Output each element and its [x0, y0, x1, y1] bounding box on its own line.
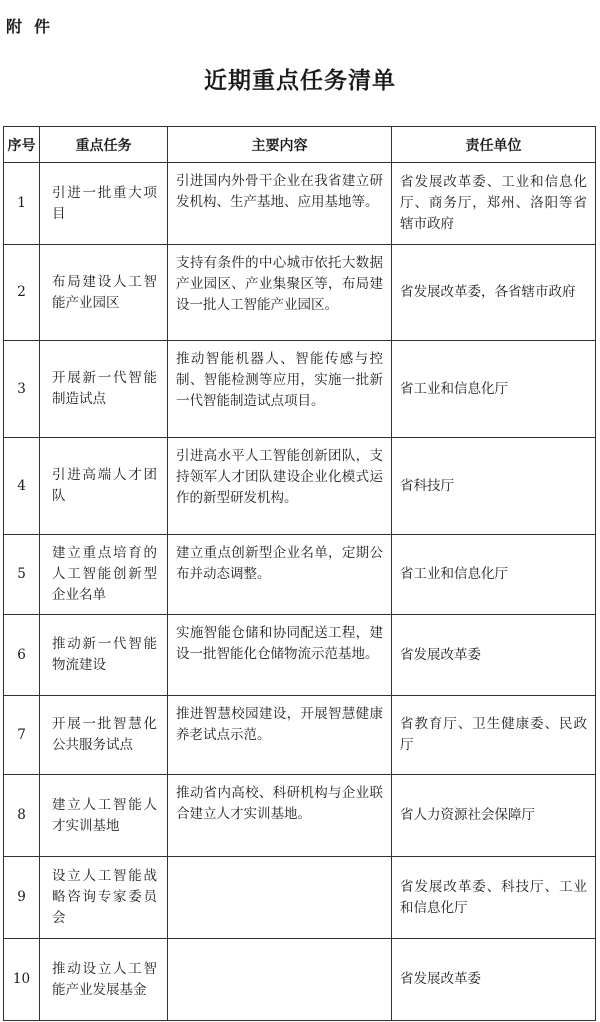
row-unit: 省工业和信息化厅 [392, 341, 596, 438]
header-task: 重点任务 [40, 127, 168, 163]
row-unit: 省发展改革委 [392, 939, 596, 1021]
table-header-row [4, 127, 596, 163]
header-unit: 责任单位 [392, 127, 596, 163]
row-task: 引进一批重大项目 [40, 163, 168, 245]
row-number: 5 [4, 535, 40, 615]
row-content: 建立重点创新型企业名单，定期公布并动态调整。 [168, 535, 392, 615]
row-unit: 省教育厅、卫生健康委、民政厅 [392, 696, 596, 775]
row-unit: 省科技厅 [392, 438, 596, 535]
row-number: 1 [4, 163, 40, 245]
task-table [3, 126, 596, 1021]
row-unit: 省工业和信息化厅 [392, 535, 596, 615]
row-number: 3 [4, 341, 40, 438]
row-content: 推动省内高校、科研机构与企业联合建立人才实训基地。 [168, 775, 392, 857]
table-row [4, 341, 596, 438]
header-number: 序号 [4, 127, 40, 163]
row-content: 支持有条件的中心城市依托大数据产业园区、产业集聚区等，布局建设一批人工智能产业园区。 [168, 245, 392, 341]
table-row [4, 615, 596, 696]
row-unit: 省发展改革委，各省辖市政府 [392, 245, 596, 341]
row-number: 6 [4, 615, 40, 696]
row-content: 引进国内外骨干企业在我省建立研发机构、生产基地、应用基地等。 [168, 163, 392, 245]
row-task: 设立人工智能战略咨询专家委员会 [40, 857, 168, 939]
table-row [4, 163, 596, 245]
row-task: 推动新一代智能物流建设 [40, 615, 168, 696]
row-number: 2 [4, 245, 40, 341]
row-content: 推进智慧校园建设，开展智慧健康养老试点示范。 [168, 696, 392, 775]
table-row [4, 696, 596, 775]
row-unit: 省发展改革委、工业和信息化厅、商务厅，郑州、洛阳等省辖市政府 [392, 163, 596, 245]
row-content: 推动智能机器人、智能传感与控制、智能检测等应用，实施一批新一代智能制造试点项目。 [168, 341, 392, 438]
row-number: 8 [4, 775, 40, 857]
row-content [168, 857, 392, 939]
table-row [4, 438, 596, 535]
row-unit: 省人力资源社会保障厅 [392, 775, 596, 857]
row-number: 10 [4, 939, 40, 1021]
row-task: 开展一批智慧化公共服务试点 [40, 696, 168, 775]
row-task: 建立人工智能人才实训基地 [40, 775, 168, 857]
row-task: 布局建设人工智能产业园区 [40, 245, 168, 341]
header-content: 主要内容 [168, 127, 392, 163]
row-content: 实施智能仓储和协同配送工程，建设一批智能化仓储物流示范基地。 [168, 615, 392, 696]
row-task: 推动设立人工智能产业发展基金 [40, 939, 168, 1021]
attachment-label: 附件 [6, 17, 63, 36]
table-row [4, 857, 596, 939]
row-content [168, 939, 392, 1021]
row-number: 7 [4, 696, 40, 775]
row-number: 4 [4, 438, 40, 535]
table-row [4, 939, 596, 1021]
table-row [4, 245, 596, 341]
row-unit: 省发展改革委、科技厅、工业和信息化厅 [392, 857, 596, 939]
row-number: 9 [4, 857, 40, 939]
row-task: 建立重点培育的人工智能创新型企业名单 [40, 535, 168, 615]
row-task: 开展新一代智能制造试点 [40, 341, 168, 438]
row-task: 引进高端人才团队 [40, 438, 168, 535]
document-title: 近期重点任务清单 [204, 67, 396, 94]
table-row [4, 535, 596, 615]
row-unit: 省发展改革委 [392, 615, 596, 696]
row-content: 引进高水平人工智能创新团队，支持领军人才团队建设企业化模式运作的新型研发机构。 [168, 438, 392, 535]
table-row [4, 775, 596, 857]
